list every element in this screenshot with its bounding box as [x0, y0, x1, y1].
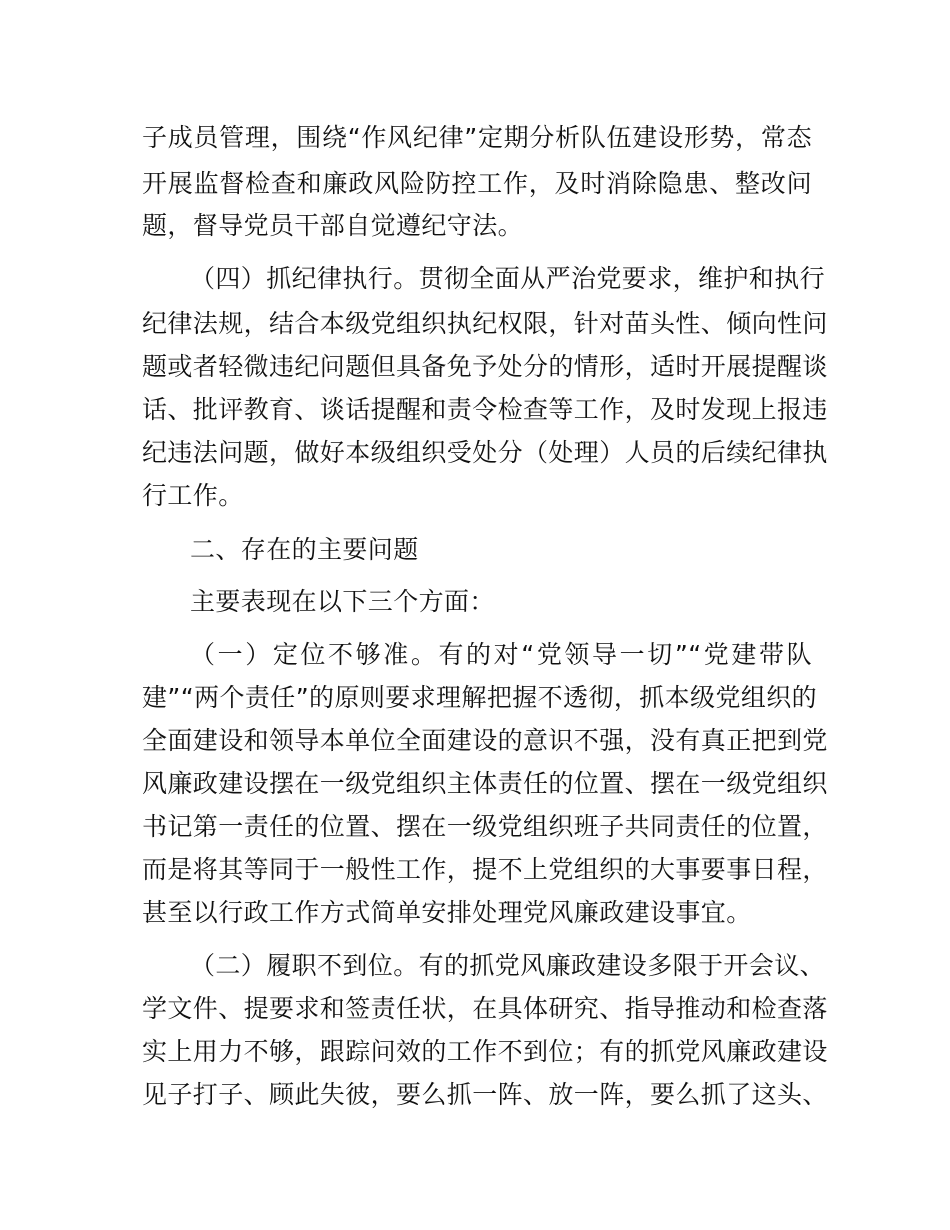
section-heading-2: （二）履职不到位。有的抓党风廉政建设多限于开会议、 — [190, 951, 826, 980]
section-title: 二、存在的主要问题 — [190, 535, 419, 564]
text-line: 纪违法问题，做好本级组织受处分（处理）人员的后续纪律执 — [142, 438, 828, 467]
text-line: 甚至以行政工作方式简单安排处理党风廉政建设事宜。 — [142, 898, 752, 927]
text-line: 学文件、提要求和签责任状，在具体研究、指导推动和检查落 — [142, 994, 828, 1023]
text-line: 纪律法规，结合本级党组织执纪权限，针对苗头性、倾向性问 — [142, 309, 828, 338]
text-line: 建”“两个责任”的原则要求理解把握不透彻，抓本级党组织的 — [142, 683, 818, 712]
section-heading-1: （一）定位不够准。有的对“党领导一切”“党建带队 — [190, 640, 812, 669]
text-line: 子成员管理，围绕“作风纪律”定期分析队伍建设形势，常态 — [142, 123, 812, 152]
text-line: 而是将其等同于一般性工作，提不上党组织的大事要事日程， — [142, 855, 828, 884]
text-line: 行工作。 — [142, 481, 244, 510]
text-line: 书记第一责任的位置、摆在一级党组织班子共同责任的位置， — [142, 812, 828, 841]
text-line: 全面建设和领导本单位全面建设的意识不强，没有真正把到党 — [142, 726, 828, 755]
section-heading-4: （四）抓纪律执行。贯彻全面从严治党要求，维护和执行 — [190, 264, 826, 293]
text-line: 主要表现在以下三个方面： — [190, 587, 495, 616]
text-line: 风廉政建设摆在一级党组织主体责任的位置、摆在一级党组织 — [142, 769, 828, 798]
text-line: 题或者轻微违纪问题但具备免予处分的情形，适时开展提醒谈 — [142, 352, 828, 381]
text-line: 题，督导党员干部自觉遵纪守法。 — [142, 211, 524, 240]
text-line: 话、批评教育、谈话提醒和责令检查等工作，及时发现上报违 — [142, 395, 828, 424]
text-line: 实上用力不够，跟踪问效的工作不到位；有的抓党风廉政建设 — [142, 1037, 828, 1066]
text-line: 见子打子、顾此失彼，要么抓一阵、放一阵，要么抓了这头、 — [142, 1080, 828, 1109]
text-line: 开展监督检查和廉政风险防控工作，及时消除隐患、整改问 — [142, 169, 812, 198]
